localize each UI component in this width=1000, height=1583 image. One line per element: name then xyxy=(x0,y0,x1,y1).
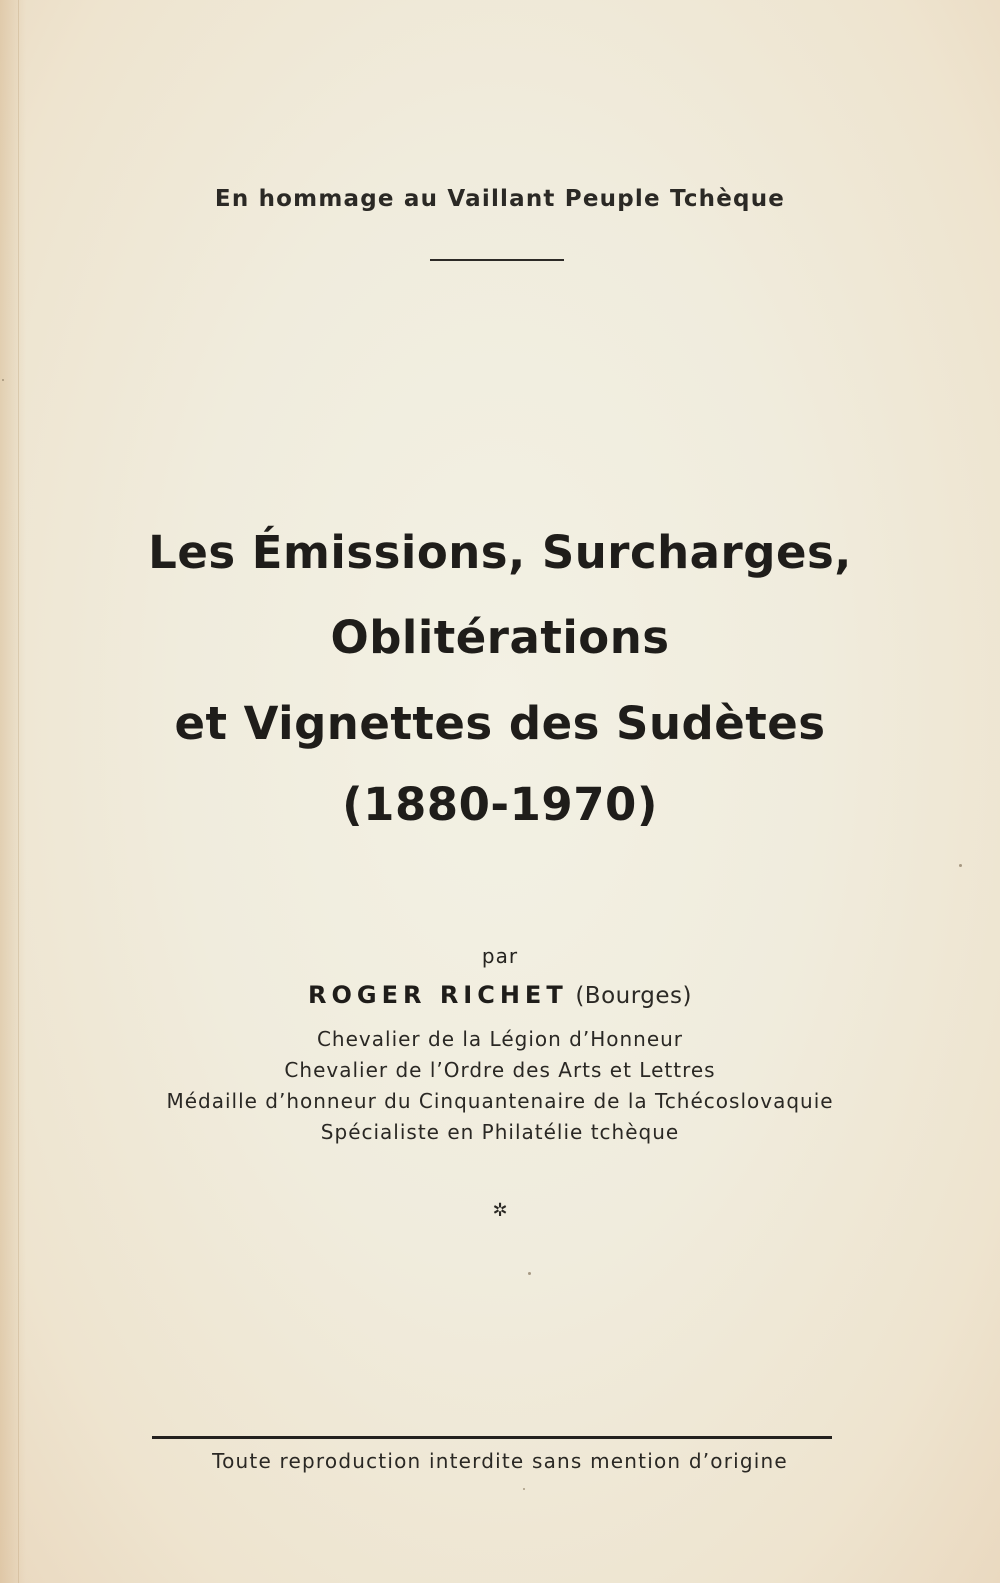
honor-1: Chevalier de la Légion d’Honneur xyxy=(316,1027,684,1051)
paper-speck xyxy=(2,379,4,381)
footer-divider xyxy=(152,1436,832,1439)
author-name: ROGER RICHET xyxy=(308,981,568,1009)
author-line xyxy=(0,981,1000,1009)
honor-3: Médaille d’honneur du Cinquantenaire de la Tchécoslovaquie xyxy=(166,1089,834,1113)
dedication-divider xyxy=(430,259,564,261)
title-line-3: et Vignettes des Sudètes xyxy=(174,697,826,750)
paper-speck xyxy=(528,1272,531,1275)
author-city: (Bourges) xyxy=(575,983,692,1009)
paper-speck xyxy=(959,864,962,867)
honor-4: Spécialiste en Philatélie tchèque xyxy=(320,1120,680,1144)
title-date-range: (1880-1970) xyxy=(342,778,658,831)
honor-2: Chevalier de l’Ordre des Arts et Lettres xyxy=(284,1058,716,1082)
dedication: En hommage au Vaillant Peuple Tchèque xyxy=(214,186,786,212)
reproduction-notice: Toute reproduction interdite sans mention d’origine xyxy=(212,1449,788,1473)
title-line-1: Les Émissions, Surcharges, xyxy=(148,526,852,579)
byline-prefix: par xyxy=(481,944,519,968)
ornament-star-icon: ✲ xyxy=(492,1200,508,1221)
paper-speck xyxy=(523,1488,525,1490)
title-line-2: Oblitérations xyxy=(330,611,670,664)
